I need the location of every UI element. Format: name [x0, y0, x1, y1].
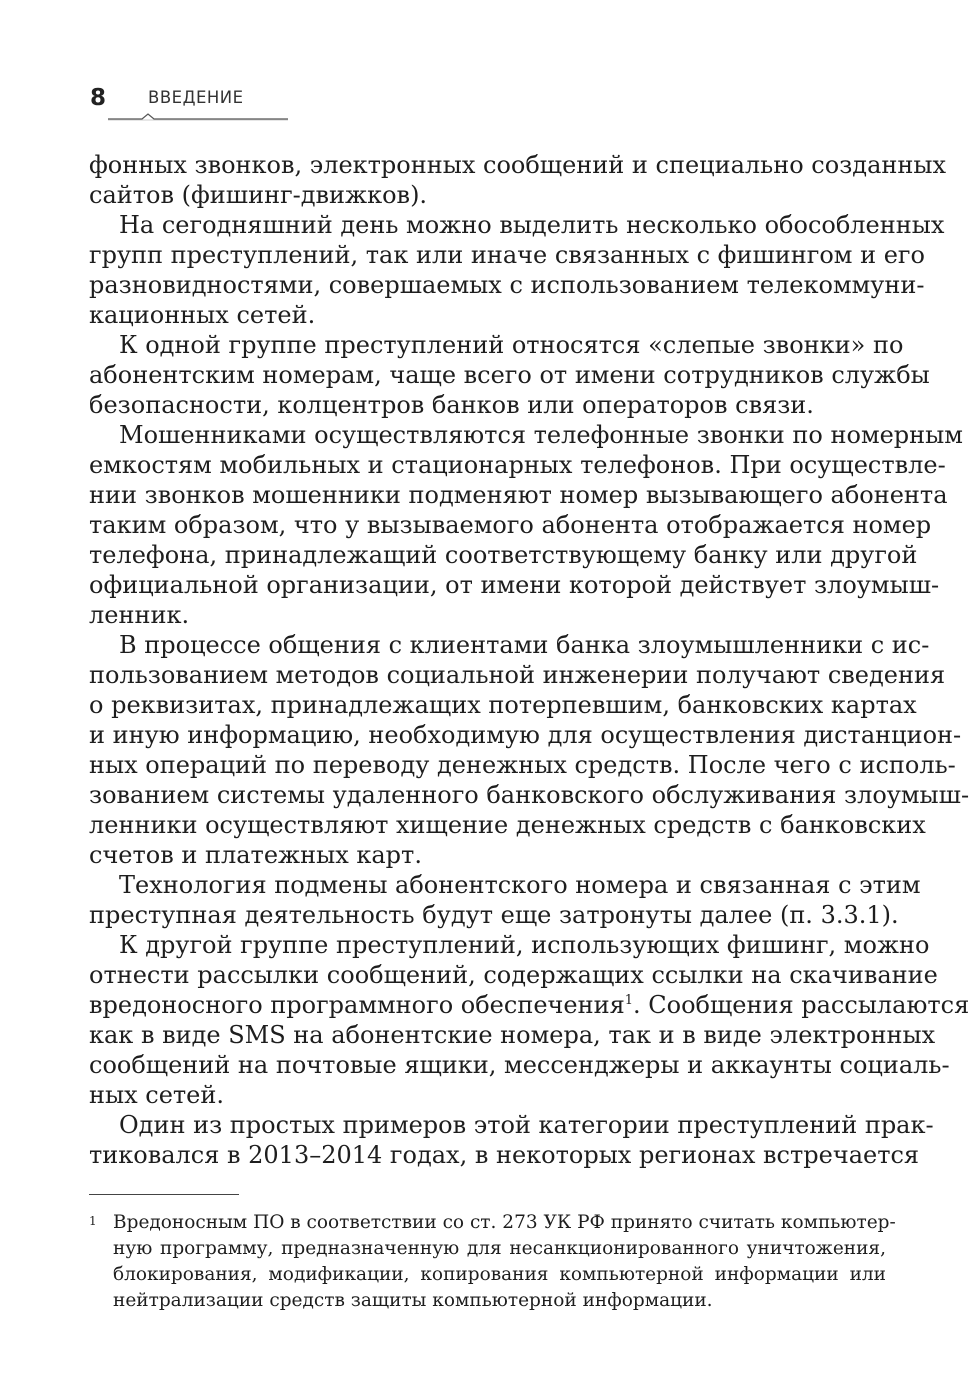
text-line: пользованием методов социальной инженерии получают сведения: [89, 661, 946, 689]
text-line: нии звонков мошенники подменяют номер вызывающего абонента: [89, 481, 948, 509]
paragraph: [89, 420, 963, 630]
paragraph: [89, 930, 970, 1110]
text-line: На сегодняшний день можно выделить несколько обособленных: [119, 211, 945, 239]
text-line: ных сетей.: [89, 1081, 225, 1109]
text-line: ных операций по переводу денежных средств. После чего с исполь-: [89, 751, 956, 779]
paragraph: [89, 870, 921, 930]
text-line: Один из простых примеров этой категории преступлений прак-: [119, 1111, 934, 1139]
footnote-body: [113, 1210, 896, 1314]
footnote-reference[interactable]: 1: [624, 993, 634, 1008]
paragraph: [89, 630, 970, 870]
text-line: К одной группе преступлений относятся «слепые звонки» по: [119, 331, 904, 359]
page-number: 8: [90, 85, 107, 111]
paragraph: [89, 210, 945, 330]
text-line: сообщений на почтовые ящики, мессенджеры и аккаунты социаль-: [89, 1051, 950, 1079]
text-line: о реквизитах, принадлежащих потерпевшим, банковских картах: [89, 691, 917, 719]
paragraph: [89, 1110, 934, 1170]
text-line: и иную информацию, необходимую для осуществления дистанцион-: [89, 721, 962, 749]
body-text: [89, 150, 970, 1170]
footnote-line: блокирования, модификации, копирования компьютерной информации или: [113, 1264, 886, 1285]
footnote-mark: 1: [89, 1214, 97, 1228]
text-line-with-footnote: [89, 990, 970, 1020]
paragraph: [89, 150, 947, 210]
text-line: разновидностями, совершаемых с использованием телекоммуни-: [89, 271, 925, 299]
text-line: ленник.: [89, 601, 190, 629]
text-line: ленники осуществляют хищение денежных средств с банковских: [89, 811, 926, 839]
text-line: преступная деятельность будут еще затронуты далее (п. 3.3.1).: [89, 901, 899, 929]
running-header: [90, 82, 290, 122]
header-rule: [108, 113, 288, 121]
footnote-line: нейтрализации средств защиты компьютерной информации.: [113, 1290, 713, 1311]
text-line: телефона, принадлежащий соответствующему банку или другой: [89, 541, 918, 569]
text-line: Технология подмены абонентского номера и связанная с этим: [119, 871, 921, 899]
text-line: как в виде SMS на абонентские номера, так и в виде электронных: [89, 1021, 936, 1049]
paragraph: [89, 330, 930, 420]
text-fragment: вредоносного программного обеспечения: [89, 991, 625, 1019]
text-line: кационных сетей.: [89, 301, 316, 329]
text-line: К другой группе преступлений, использующих фишинг, можно: [119, 931, 930, 959]
text-fragment: . Сообщения рассылаются: [633, 991, 970, 1019]
text-line: счетов и платежных карт.: [89, 841, 422, 869]
footnote-line: Вредоносным ПО в соответствии со ст. 273 УК РФ принято считать компьютер-: [113, 1212, 896, 1233]
text-line: сайтов (фишинг-движков).: [89, 181, 428, 209]
text-line: емкостям мобильных и стационарных телефонов. При осуществле-: [89, 451, 946, 479]
footnote-divider: [89, 1194, 239, 1195]
text-line: таким образом, что у вызываемого абонента отображается номер: [89, 511, 932, 539]
text-line: Мошенниками осуществляются телефонные звонки по номерным: [119, 421, 963, 449]
text-line: В процессе общения с клиентами банка злоумышленники с ис-: [119, 631, 930, 659]
text-line: официальной организации, от имени которой действует злоумыш-: [89, 571, 940, 599]
text-line: отнести рассылки сообщений, содержащих ссылки на скачивание: [89, 961, 938, 989]
section-title: ВВЕДЕНИЕ: [148, 88, 244, 107]
text-line: групп преступлений, так или иначе связанных с фишингом и его: [89, 241, 925, 269]
footnote: [89, 1210, 896, 1314]
text-line: абонентским номерам, чаще всего от имени сотрудников службы: [89, 361, 930, 389]
text-line: тиковался в 2013–2014 годах, в некоторых регионах встречается: [89, 1141, 920, 1169]
text-line: зованием системы удаленного банковского обслуживания злоумыш-: [89, 781, 970, 809]
footnote-line: ную программу, предназначенную для несанкционированного уничтожения,: [113, 1238, 886, 1259]
text-line: фонных звонков, электронных сообщений и специально созданных: [89, 151, 947, 179]
text-line: безопасности, колцентров банков или операторов связи.: [89, 391, 814, 419]
